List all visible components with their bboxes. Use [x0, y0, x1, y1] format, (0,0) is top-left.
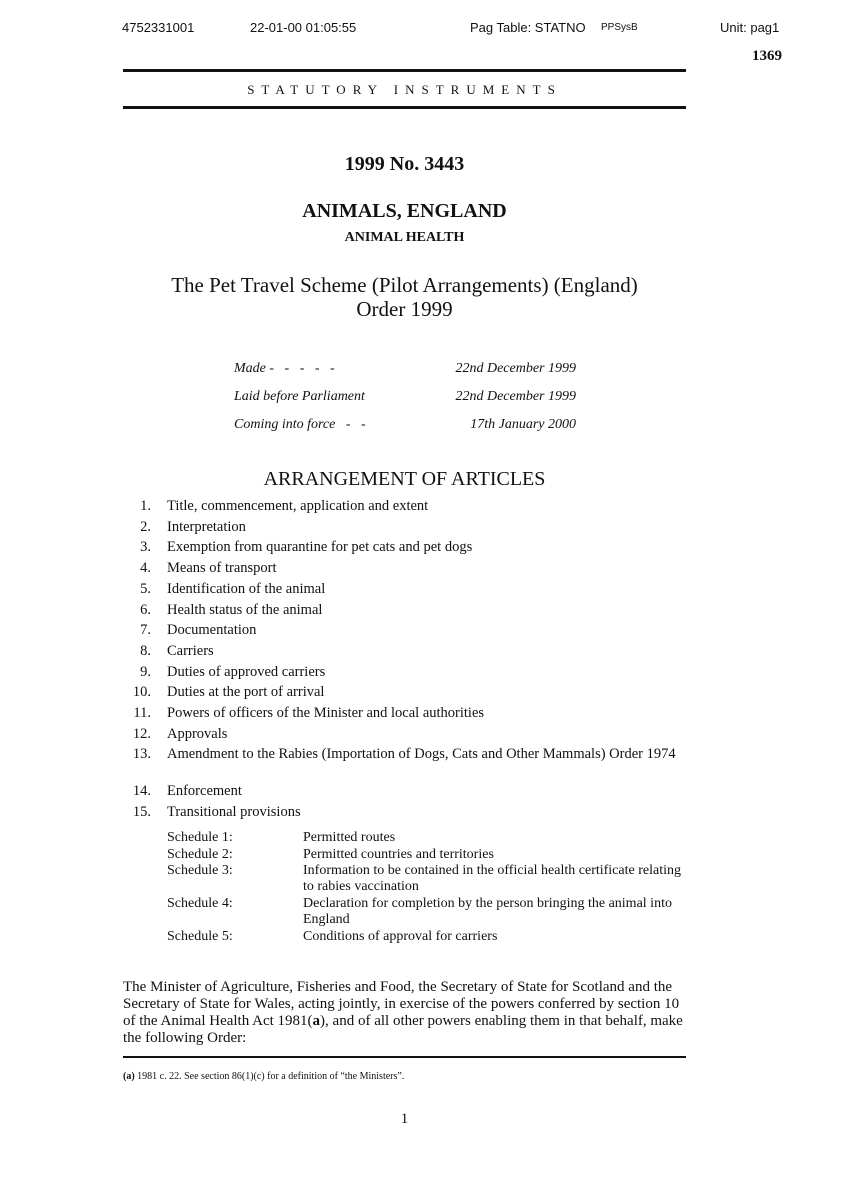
article-title: Enforcement [167, 783, 242, 800]
article-title: Identification of the animal [167, 580, 326, 597]
schedule-label: Schedule 3: [167, 863, 233, 878]
date-made [234, 361, 576, 381]
article-number: 2. [140, 518, 151, 535]
article-title: Duties at the port of arrival [167, 684, 325, 701]
article-number: 6. [140, 601, 151, 618]
article-title: Title, commencement, application and extent [167, 498, 429, 514]
date-label: Laid before Parliament [234, 389, 365, 404]
article-title: Duties of approved carriers [167, 663, 326, 680]
article-number: 7. [140, 622, 151, 639]
preamble [123, 979, 686, 1047]
footnote-rule [123, 1056, 686, 1058]
series-rule [123, 106, 686, 109]
article-number: 8. [140, 642, 151, 659]
schedule-title: Permitted countries and territories [303, 846, 494, 862]
footnote [123, 1071, 404, 1082]
article-title: Carriers [167, 642, 214, 659]
footnote-ref: a [312, 1013, 321, 1029]
date-in-force [234, 417, 576, 437]
article-number: 15. [132, 804, 151, 821]
subsubject-heading: ANIMAL HEALTH [344, 230, 465, 245]
article-number: 3. [140, 539, 151, 556]
date-label: Made - - - - - [234, 361, 335, 376]
article-title: Amendment to the Rabies (Importation of Dogs, Cats and Other Mammals) Order 1974 [167, 746, 676, 763]
preamble-text: The Minister of Agriculture, Fisheries and Food, the Secretary of State for Scotland and the Secretary of State for Wales, acting jointly, in exercise of the powers conferred by section 10 of the Animal Health Act 1981( [123, 979, 680, 1029]
article-title: Documentation [167, 622, 257, 639]
print-timestamp: 22-01-00 01:05:55 [250, 20, 357, 35]
article-title: Exemption from quarantine for pet cats and pet dogs [167, 539, 473, 556]
article-title: Interpretation [167, 518, 246, 535]
article-title: Approvals [167, 725, 228, 742]
date-value: 22nd December 1999 [455, 389, 576, 404]
article-number: 9. [140, 663, 151, 680]
footnote-text: 1981 c. 22. See section 86(1)(c) for a definition of “the Ministers”. [134, 1071, 405, 1082]
article-title: Powers of officers of the Minister and local authorities [167, 705, 485, 721]
article-number: 10. [132, 684, 151, 701]
page-reference: 1369 [752, 48, 782, 64]
article-title: Transitional provisions [167, 804, 301, 821]
schedule-title: Permitted routes [303, 830, 396, 845]
system-label: PPSysB [601, 22, 638, 33]
subject-heading: ANIMALS, ENGLAND [302, 200, 507, 222]
series-title: STATUTORY INSTRUMENTS [247, 82, 562, 97]
article-number: 12. [132, 725, 151, 742]
instrument-number: 1999 No. 3443 [344, 153, 465, 175]
schedule-label: Schedule 1: [167, 830, 233, 845]
date-value: 22nd December 1999 [455, 361, 576, 376]
schedule-title: Conditions of approval for carriers [303, 929, 498, 944]
date-label: Coming into force - - [234, 417, 366, 432]
schedule-label: Schedule 4: [167, 896, 233, 911]
order-title-line2: Order 1999 [356, 297, 453, 321]
article-title: Means of transport [167, 560, 277, 577]
article-number: 4. [140, 560, 151, 577]
preamble-text-end: ), and of all other powers enabling them in that behalf, make the following Order: [123, 1013, 683, 1046]
arrangement-heading: ARRANGEMENT OF ARTICLES [263, 468, 546, 490]
article-number: 11. [133, 705, 151, 721]
article-number: 13. [132, 746, 151, 763]
article-title: Health status of the animal [167, 601, 323, 618]
job-id: 4752331001 [122, 20, 195, 35]
schedule-title: Declaration for completion by the person bringing the animal into England [303, 896, 672, 927]
unit-label: Unit: pag1 [720, 20, 780, 35]
page-number: 1 [400, 1111, 409, 1127]
schedule-label: Schedule 5: [167, 929, 233, 944]
footnote-marker: (a) [123, 1071, 135, 1082]
date-value: 17th January 2000 [470, 417, 576, 432]
article-number: 5. [140, 580, 151, 597]
table-label: Pag Table: STATNO [470, 20, 586, 35]
schedule-title: Information to be contained in the official health certificate relating to rabies vaccination [303, 863, 681, 894]
top-rule [123, 69, 686, 72]
schedule-label: Schedule 2: [167, 846, 233, 862]
order-title-line1: The Pet Travel Scheme (Pilot Arrangements) (England) [171, 273, 638, 297]
date-laid [234, 389, 576, 409]
article-number: 14. [132, 783, 151, 800]
article-number: 1. [140, 498, 151, 514]
